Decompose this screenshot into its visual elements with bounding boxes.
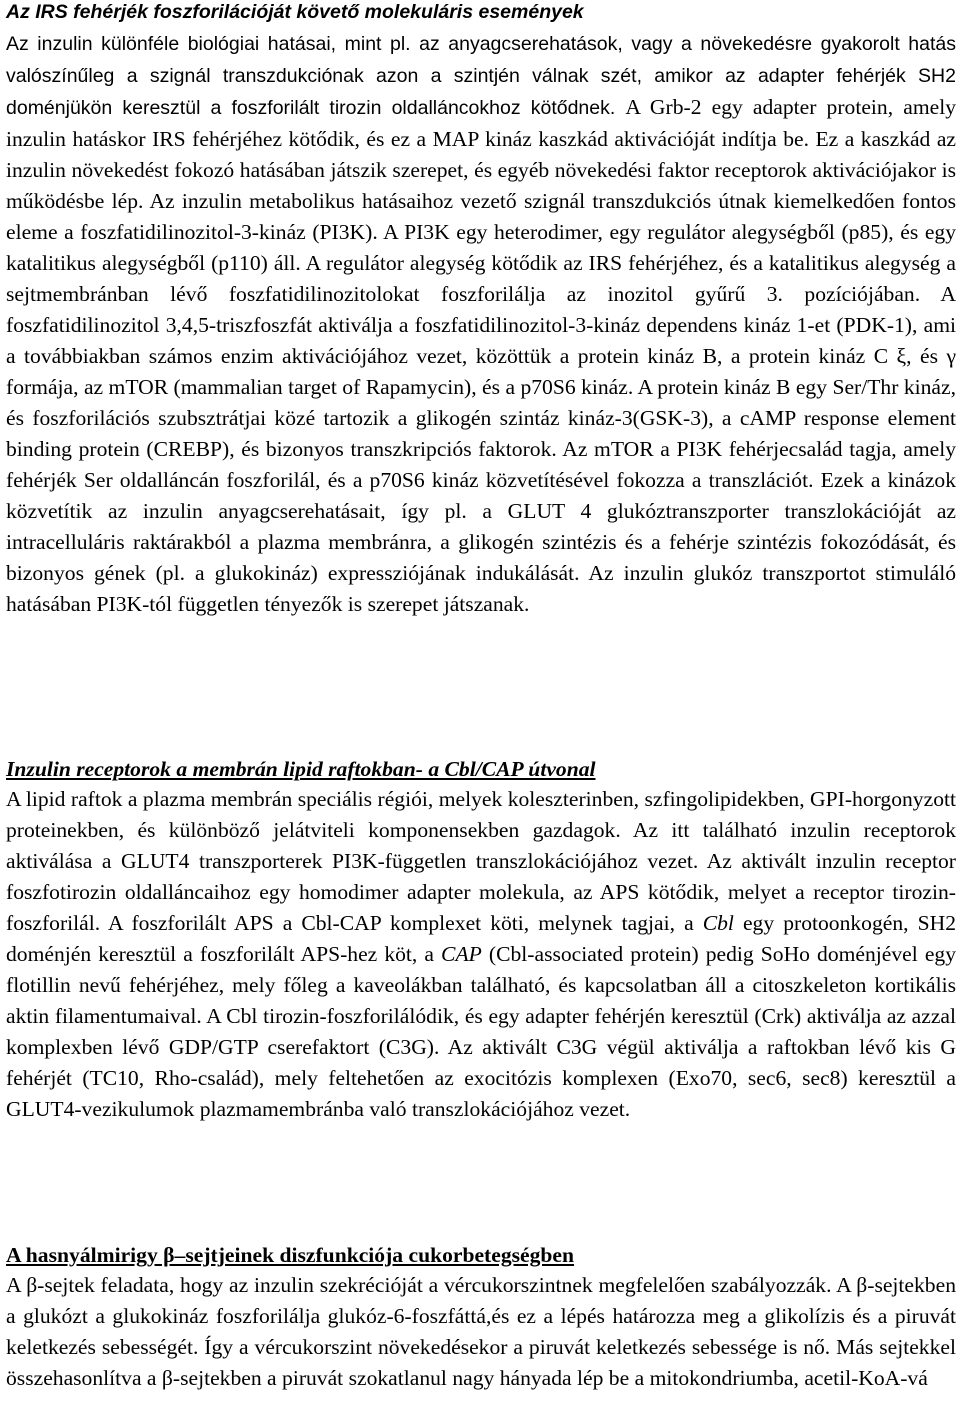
section-irs — [6, 0, 956, 620]
paragraph-lipid-raft-part2: egy protoonkogén, SH2 doménjén keresztül a foszforilált APS-hez köt, a — [6, 911, 957, 966]
section-heading-lipid-raft: Inzulin receptorok a membrán lipid raftokban- a Cbl/CAP útvonal — [6, 757, 596, 781]
cap-term: CAP — [441, 942, 482, 966]
paragraph-irs-sans-part: Az inzulin különféle biológiai hatásai, mint pl. az anyagcserehatások, vagy a növekedésre gyakorolt hatás valószínűleg a szignál transzdukciónak azon a szintjén válnak szét, amikor az adapter fehérjék SH2 doménjükön keresztül a foszforilált tirozin oldalláncokhoz kötődnek. — [6, 33, 956, 119]
paragraph-lipid-raft-part3: (Cbl-associated protein) pedig SoHo doménjével egy flotillin nevű fehérjéhez, mely főleg a kaveolákban található, és kapcsolatban áll a citoszkeleton kortikális aktin filamentumaival. A Cbl tirozin-foszforilálódik, és egy adapter fehérjén keresztül (Crk) aktiválja az azzal komplexben lévő GDP/GTP cserefaktort (C3G). Az aktivált C3G végül aktiválja a raftokban lévő kis G fehérjét (TC10, Rho-család), mely feltehetően az exocitózis komplexen (Exo70, sec6, sec8) keresztül a GLUT4-vezikulumok plazmamembránba való transzlokációjához vezet. — [6, 942, 957, 1121]
cbl-term: Cbl — [702, 911, 734, 935]
paragraph-beta-cell: A β-sejtek feladata, hogy az inzulin szekrécióját a vércukorszintnek megfelelően szabályozzák. A β-sejtekben a glukózt a glukokináz foszforilálja glukóz-6-foszfáttá,és ez a lépés határozza meg a glikolízis és a piruvát keletkezés sebességét. Így a vércukorszint növekedésekor a piruvát keletkezés sebessége is nő. Más sejtekkel összehasonlítva a β-sejtekben a piruvát szokatlanul nagy hányada lép be a mitokondriumba, acetil-KoA-vá — [6, 1273, 956, 1390]
section-beta-cell — [6, 1240, 956, 1394]
section-heading-irs: Az IRS fehérjék foszforilációját követő molekuláris események — [6, 1, 584, 23]
paragraph-irs — [6, 28, 956, 620]
paragraph-irs-serif-part: A Grb-2 egy adapter protein, amely inzulin hatáskor IRS fehérjéhez kötődik, és ez a MAP kináz kaszkád aktivációját indítja be. Ez a kaszkád az inzulin növekedést fokozó hatásában játszik szerepet, és egyéb növekedési faktor receptorok aktivációjakor is működésbe lép. Az inzulin metabolikus hatásaihoz vezető szignál transzdukciós útnak kiemelkedően fontos eleme a foszfatidilinozitol-3-kináz (PI3K). A PI3K egy heterodimer, egy regulátor alegységből (p85), és egy katalitikus alegységből (p110) áll. A regulátor alegység kötődik az IRS fehérjéhez, és a katalitikus alegység a sejtmembránban lévő foszfatidilinozitolokat foszforilálja az inozitol gyűrű 3. pozíciójában. A foszfatidilinozitol 3,4,5-triszfoszfát aktiválja a foszfatidilinozitol-3-kináz dependens kináz 1-et (PDK-1), ami a továbbiakban számos enzim aktivációjához vezet, közöttük a protein kináz B, a protein kináz C ξ, és γ formája, az mTOR (mammalian target of Rapamycin), és a p70S6 kináz. A protein kináz B egy Ser/Thr kináz, és foszforilációs szubsztrátjai közé tartozik a glikogén szintáz kináz-3(GSK-3), a cAMP response element binding protein (CREBP), és bizonyos transzkripciós faktorok. Az mTOR a PI3K fehérjecsalád tagja, amely fehérjék Ser oldalláncán foszforilál, és a p70S6 kináz közvetítésével fokozza a transzlációt. Ezek a kinázok közvetítik az inzulin anyagcserehatásait, így pl. a GLUT 4 glukóztranszporter transzlokációját az intracelluláris raktárakból a plazma membránra, a glikogén szintézis és a fehérje szintézis fokozódását, és bizonyos gének (pl. a glukokináz) expressziójának indukálását. Az inzulin glukóz transzportot stimuláló hatásában PI3K-tól független tényezők is szerepet játszanak. — [6, 95, 956, 616]
paragraph-lipid-raft — [6, 784, 956, 1125]
paragraph-lipid-raft-part1: A lipid raftok a plazma membrán speciális régiói, melyek koleszterinben, szfingolipidekben, GPI-horgonyzott proteinekben, és különböző jelátviteli komponensekben gazdagok. Az itt található inzulin receptorok aktiválása a GLUT4 transzporterek PI3K-független transzlokációjához vezet. Az aktivált inzulin receptor foszfotirozin oldalláncaihoz egy homodimer adapter molekula, az APS kötődik, melyet a receptor tirozin-foszforilál. A foszforilált APS a Cbl-CAP komplexet köti, melynek tagjai, a — [6, 787, 956, 935]
section-heading-beta-cell: A hasnyálmirigy β–sejtjeinek diszfunkciója cukorbetegségben — [6, 1243, 575, 1267]
section-lipid-raft — [6, 754, 956, 1125]
